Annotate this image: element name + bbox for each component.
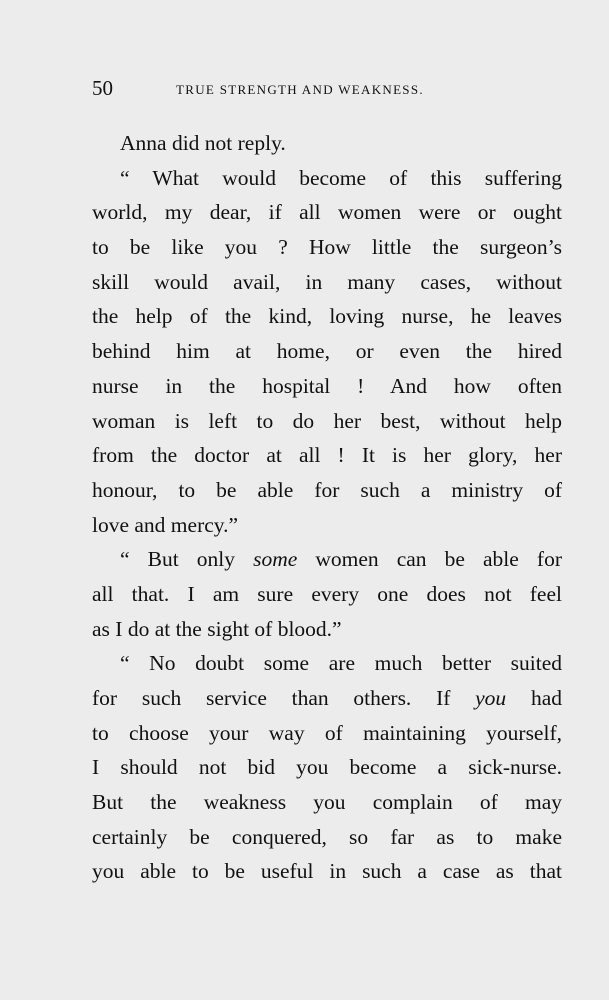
text-line: skill would avail, in many cases, without: [92, 269, 562, 294]
text-line: you able to be useful in such a case as that: [92, 859, 562, 884]
page-number: 50: [92, 76, 113, 100]
text-line: honour, to be able for such a ministry of: [92, 477, 562, 502]
text-line: from the doctor at all ! It is her glory, her: [92, 443, 562, 468]
text-line: certainly be conquered, so far as to make: [92, 824, 562, 849]
text-line: love and mercy.”: [92, 512, 239, 537]
text-line: “ What would become of this suffering: [120, 165, 562, 190]
text-line: to choose your way of maintaining yourself,: [92, 720, 562, 745]
text-line: woman is left to do her best, without help: [92, 408, 562, 433]
page-header: [92, 76, 562, 106]
text-line: I should not bid you become a sick-nurse.: [92, 755, 562, 780]
body-text: [92, 126, 562, 889]
text-line: world, my dear, if all women were or ought: [92, 200, 562, 225]
text-line: Anna did not reply.: [120, 131, 286, 155]
text-line: But the weakness you complain of may: [92, 790, 562, 815]
text-line: for such service than others. If you had: [92, 686, 562, 710]
text-line: the help of the kind, loving nurse, he leaves: [92, 304, 562, 329]
running-head: TRUE STRENGTH AND WEAKNESS.: [176, 82, 424, 97]
text-line: all that. I am sure every one does not feel: [92, 581, 562, 606]
text-line: “ No doubt some are much better suited: [120, 651, 562, 676]
text-line: to be like you ? How little the surgeon’s: [92, 235, 562, 260]
text-line: nurse in the hospital ! And how often: [92, 373, 562, 398]
text-line: as I do at the sight of blood.”: [92, 616, 342, 641]
text-line: behind him at home, or even the hired: [92, 339, 562, 364]
text-line: “ But only some women can be able for: [120, 547, 562, 572]
